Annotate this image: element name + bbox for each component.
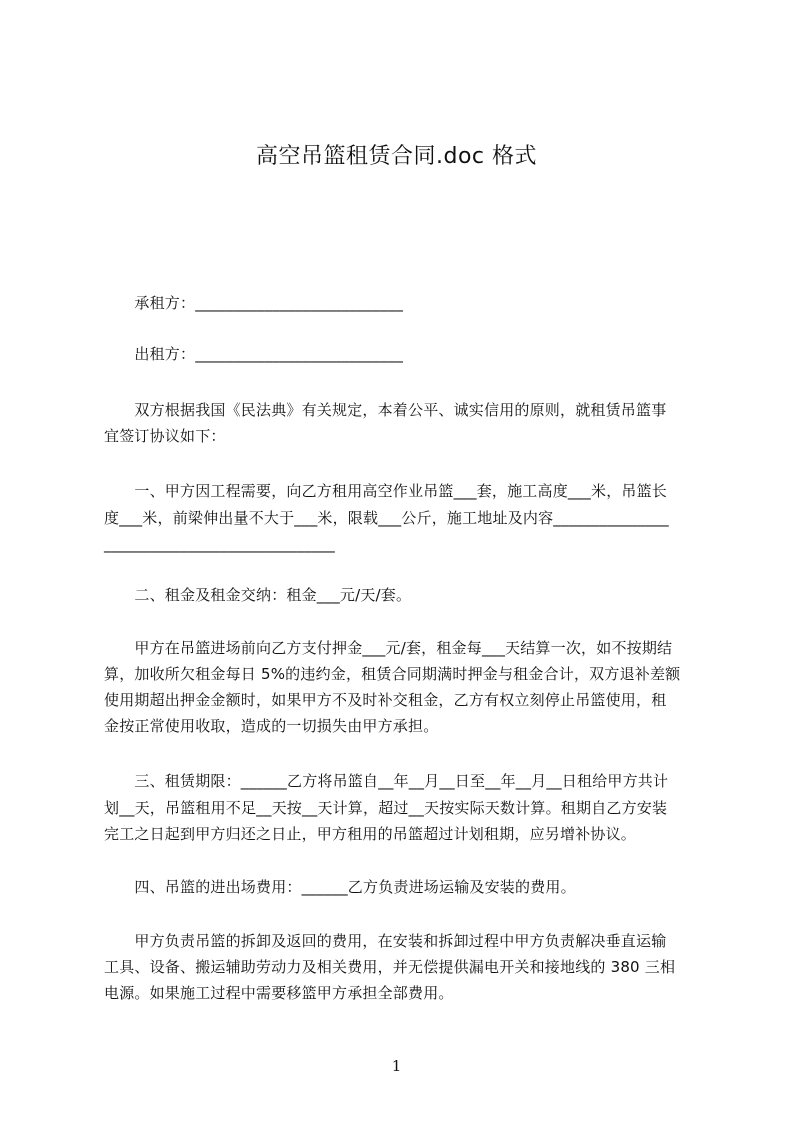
document-title: 高空吊篮租赁合同.doc 格式 (255, 144, 537, 169)
clause-3-line: 三、租赁期限：______乙方将吊篮自__年__月__日至__年__月__日租给甲方共计 (104, 772, 669, 790)
clause-1-line: 度___米，前梁伸出量不大于___米，限载___公斤，施工地址及内容_______________ (104, 509, 669, 527)
page-number: 1 (391, 1057, 402, 1075)
clause-4-detail-line: 甲方负责吊篮的拆卸及返回的费用，在安装和拆卸过程中甲方负责解决垂直运输 (104, 932, 667, 950)
clause-1-line: 一、甲方因工程需要，向乙方租用高空作业吊篮___套，施工高度___米，吊篮长 (104, 482, 668, 500)
lessor-line: 出租方：___________________________ (104, 345, 404, 363)
clause-3-line: 完工之日起到甲方归还之日止，甲方租用的吊篮超过计划租期，应另增补协议。 (104, 825, 637, 843)
lessee-line: 承租方：___________________________ (104, 294, 404, 312)
clause-3-line: 划__天，吊篮租用不足__天按__天计算，超过__天按实际天数计算。租期自乙方安装 (104, 799, 668, 817)
clause-2-detail-line: 使用期超出押金金额时，如果甲方不及时补交租金，乙方有权立刻停止吊篮使用，租 (104, 691, 667, 709)
clause-2-detail-line: 算，加收所欠租金每日 5%的违约金，租赁合同期满时押金与租金合计，双方退补差额 (104, 665, 681, 683)
clause-4-detail-line: 工具、设备、搬运辅助劳动力及相关费用，并无偿提供漏电开关和接地线的 380 三相 (104, 958, 676, 976)
clause-2-heading: 二、租金及租金交纳：租金___元/天/套。 (104, 586, 412, 604)
intro-line: 宜签订协议如下： (104, 427, 226, 445)
clause-2-detail-line: 金按正常使用收取，造成的一切损失由甲方承担。 (104, 717, 439, 735)
clause-4-detail-line: 电源。如果施工过程中需要移篮甲方承担全部费用。 (104, 984, 454, 1002)
clause-2-detail-line: 甲方在吊篮进场前向乙方支付押金___元/套，租金每___天结算一次，如不按期结 (104, 639, 673, 657)
clause-4-heading: 四、吊篮的进出场费用：______乙方负责进场运输及安装的费用。 (104, 878, 576, 896)
intro-line: 双方根据我国《民法典》有关规定，本着公平、诚实信用的原则，就租赁吊篮事 (104, 401, 667, 419)
clause-1-line: ______________________________ (104, 535, 335, 553)
